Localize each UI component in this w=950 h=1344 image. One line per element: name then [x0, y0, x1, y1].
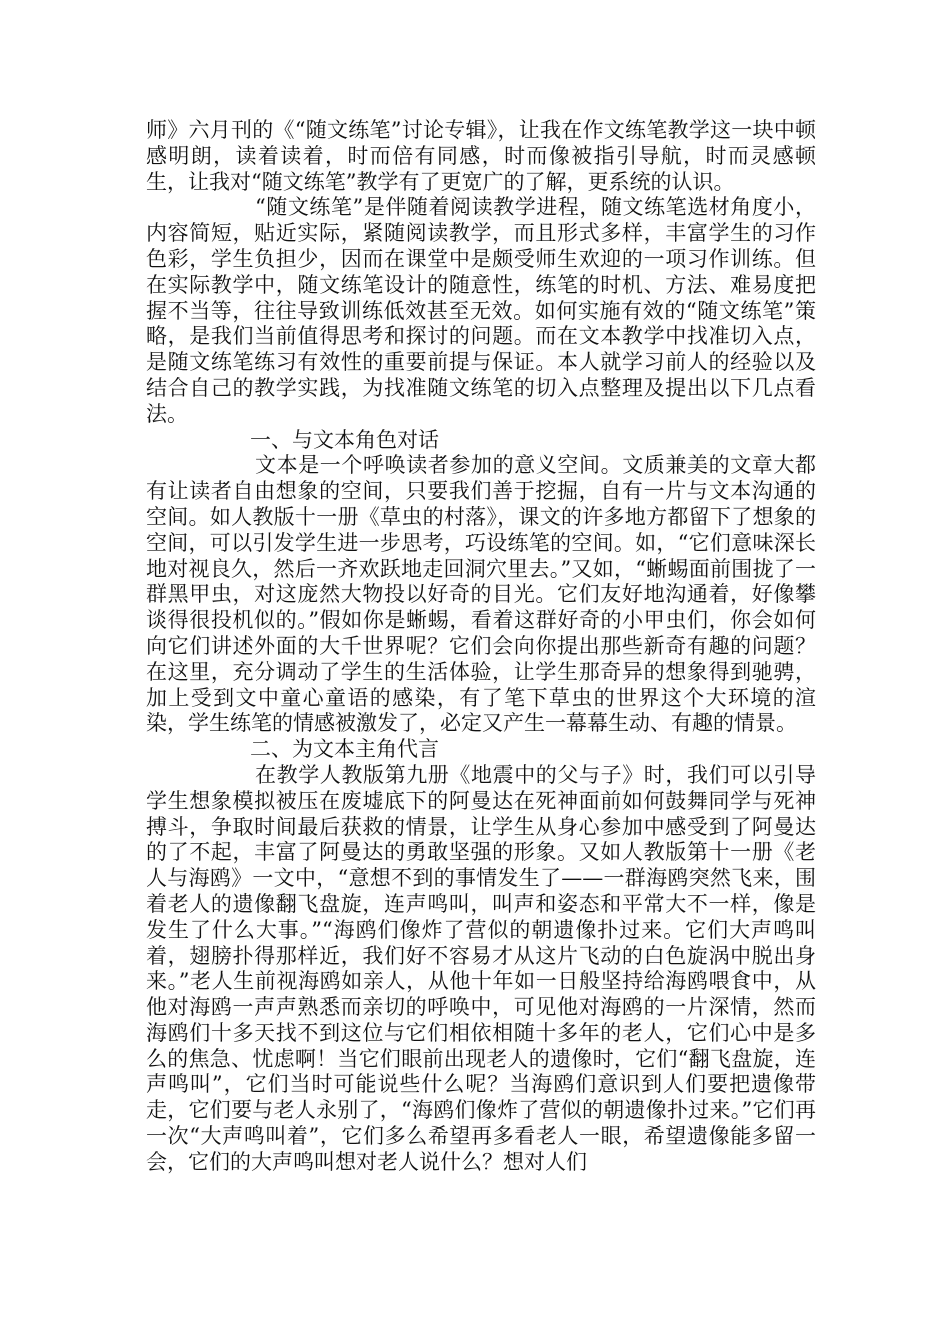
paragraph-section-2: 在教学人教版第九册《地震中的父与子》时，我们可以引导学生想象模拟被压在废墟底下的阿曼达在死神面前如何鼓舞同学与死神搏斗，争取时间最后获救的情景，让学生从身心参加中感受到了阿曼达的了不起，丰富了阿曼达的勇敢坚强的形象。又如人教版第十一册《老人与海鸥》一文中，“意想不到的事情发生了——一群海鸥突然飞来，围着老人的遗像翻飞盘旋，连声鸣叫，叫声和姿态和平常大不一样，像是发生了什么大事。”“海鸥们像炸了营似的朝遗像扑过来。它们大声鸣叫着，翅膀扑得那样近，我们好不容易才从这片飞动的白色旋涡中脱出身来。”老人生前视海鸥如亲人，从他十年如一日般坚持给海鸥喂食中，从他对海鸥一声声熟悉而亲切的呼唤中，可见他对海鸥的一片深情，然而海鸥们十多天找不到这位与它们相依相随十多年的老人，它们心中是多么的焦急、忧虑啊！当它们眼前出现老人的遗像时，它们“翻飞盘旋，连声鸣叫”，它们当时可能说些什么呢？当海鸥们意识到人们要把遗像带走，它们要与老人永别了，“海鸥们像炸了营似的朝遗像扑过来。”它们再一次“大声鸣叫着”，它们多么希望再多看老人一眼，希望遗像能多留一会，它们的大声鸣叫想对老人说什么？想对人们	[146, 762, 816, 1174]
section-heading-2: 二、为文本主角代言	[250, 737, 439, 762]
paragraph-section-1: 文本是一个呼唤读者参加的意义空间。文质兼美的文章大都有让读者自由想象的空间，只要我们善于挖掘，自有一片与文本沟通的空间。如人教版十一册《草虫的村落》，课文的许多地方都留下了想象的空间，可以引发学生进一步思考，巧设练笔的空间。如，“它们意味深长地对视良久，然后一齐欢跃地走回洞穴里去。”又如，“蜥蜴面前围拢了一群黑甲虫，对这庞然大物投以好奇的目光。它们友好地沟通着，好像攀谈得很投机似的。”假如你是蜥蜴，看着这群好奇的小甲虫们，你会如何向它们讲述外面的大千世界呢？它们会向你提出那些新奇有趣的问题？在这里，充分调动了学生的生活体验，让学生那奇异的想象得到驰骋，加上受到文中童心童语的感染，有了笔下草虫的世界这个大环境的渲染，学生练笔的情感被激发了，必定又产生一幕幕生动、有趣的情景。	[146, 453, 816, 736]
article-body	[146, 118, 816, 1176]
section-heading-1: 一、与文本角色对话	[250, 427, 439, 452]
paragraph-continuation: 师》六月刊的《“随文练笔”讨论专辑》，让我在作文练笔教学这一块中顿感明朗，读着读着，时而倍有同感，时而像被指引导航，时而灵感顿生，让我对“随文练笔”教学有了更宽广的了解，更系统的认识。	[146, 118, 816, 194]
paragraph-intro-suiwen-lianbi: “随文练笔”是伴随着阅读教学进程，随文练笔选材角度小，内容简短，贴近实际，紧随阅读教学，而且形式多样，丰富学生的习作色彩，学生负担少，因而在课堂中是颇受师生欢迎的一项习作训练。但在实际教学中，随文练笔设计的随意性，练笔的时机、方法、难易度把握不当等，往往导致训练低效甚至无效。如何实施有效的“随文练笔”策略，是我们当前值得思考和探讨的问题。而在文本教学中找准切入点，是随文练笔练习有效性的重要前提与保证。本人就学习前人的经验以及结合自己的教学实践，为找准随文练笔的切入点整理及提出以下几点看法。	[146, 195, 816, 426]
